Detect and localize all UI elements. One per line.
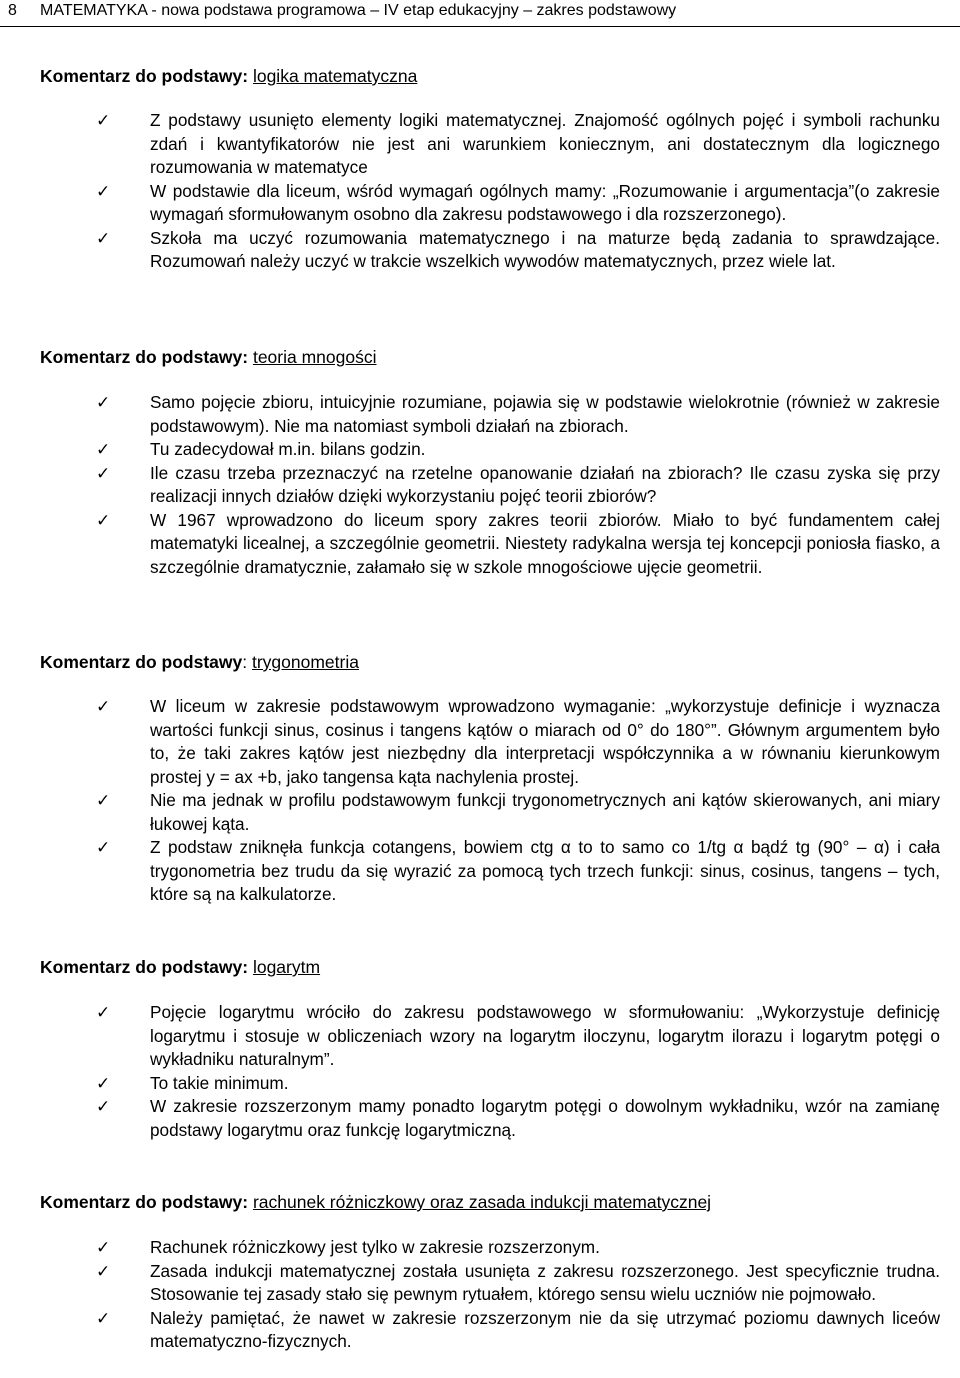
list-item [40,391,940,438]
list-item-text: W 1967 wprowadzono do liceum spory zakres teorii zbiorów. Miało to być fundamentem całej matematyki licealnej, a szczególnie geometrii. Niestety radykalna wersja tej koncepcji poniosła fiasko, a szczególnie dramatycznie, załamało się w szkole mnogościowe ujęcie geometrii. [150,509,940,577]
list-item [40,438,940,462]
list-item [40,227,940,274]
heading-label: Komentarz do podstawy [40,652,243,672]
checkmark-icon: ✓ [96,1261,111,1281]
list-item [40,1236,940,1260]
checkmark-icon: ✓ [96,393,111,412]
list-item-text: Szkoła ma uczyć rozumowania matematycznego i na maturze będą zadania to sprawdzające. Rozumowań należy uczyć w trakcie wszelkich wywodów matematycznych, przez wiele lat. [150,227,940,271]
list-item [40,509,940,580]
list-item-text: Pojęcie logarytmu wróciło do zakresu podstawowego w sformułowaniu: „Wykorzystuje definicję logarytmu i stosuje w obliczeniach wzory na logarytm iloczynu, logarytm ilorazu i logarytm potęgi o wykładniku naturalnym”. [150,1002,940,1069]
list-item [40,109,940,180]
header-rule [0,26,960,27]
bullet-list [40,1001,940,1142]
bullet-list [40,1236,940,1354]
list-item-text: Nie ma jednak w profilu podstawowym funkcji trygonometrycznych ani kątów skierowanych, ani miary łukowej kąta. [150,790,940,834]
list-item [40,1307,940,1354]
section-logarytm [40,955,940,1142]
checkmark-icon: ✓ [96,181,111,201]
checkmark-icon: ✓ [96,838,111,857]
list-item-text: W zakresie rozszerzonym mamy ponadto logarytm potęgi o dowolnym wykładniku, wzór na zamianę podstawy logarytmu oraz funkcję logarytmiczną. [150,1096,940,1140]
page-number: 8 [8,2,17,19]
checkmark-icon: ✓ [96,510,111,530]
header-title: MATEMATYKA - nowa podstawa programowa – IV etap edukacyjny – zakres podstawowy [40,2,677,19]
list-item-text: Tu zadecydował m.in. bilans godzin. [150,439,426,459]
list-item [40,1072,940,1096]
checkmark-icon: ✓ [96,228,111,248]
heading-label: Komentarz do podstawy: [40,347,249,367]
list-item-text: W podstawie dla liceum, wśród wymagań ogólnych mamy: „Rozumowanie i argumentacja”(o zakresie wymagań sformułowanym osobno dla zakresu podstawowego i dla rozszerzonego). [150,180,940,224]
list-item [40,462,940,509]
section-trygonometria [40,650,940,907]
checkmark-icon: ✓ [96,1097,111,1116]
list-item-text: Samo pojęcie zbioru, intuicyjnie rozumiane, pojawia się w podstawie wielokrotnie (również w zakresie podstawowym). Nie ma natomiast symboli działań na zbiorach. [150,392,940,436]
list-item-text: Z podstaw zniknęła funkcja cotangens, bowiem ctg α to to samo co 1/tg α bądź tg (90° – α) i cała trygonometria bez trudu da się wyrazić za pomocą tych trzech funkcji: sinus, cosinus, tangens – tych, które są na kalkulatorze. [150,837,940,904]
list-item-text: Zasada indukcji matematycznej została usunięta z zakresu rozszerzonego. Jest specyficznie trudna. Stosowanie tej zasady stało się pewnym rytuałem, którego sensu wielu uczniów nie pojmowało. [150,1260,940,1304]
list-item [40,1260,940,1307]
bullet-list [40,391,940,579]
list-item-text: Z podstawy usunięto elementy logiki matematycznej. Znajomość ogólnych pojęć i symboli rachunku zdań i kwantyfikatorów nie jest ani warunkiem koniecznym, ani dostatecznym dla logicznego rozumowania w matematyce [150,110,940,177]
list-item [40,1095,940,1142]
checkmark-icon: ✓ [96,463,111,483]
bullet-list [40,695,940,907]
checkmark-icon: ✓ [96,791,111,810]
checkmark-icon: ✓ [96,1308,111,1328]
checkmark-icon: ✓ [96,697,111,716]
heading-topic: trygonometria [251,652,359,672]
checkmark-icon: ✓ [96,1073,111,1093]
list-item-text: Rachunek różniczkowy jest tylko w zakresie rozszerzonym. [150,1237,600,1257]
heading-label: Komentarz do podstawy: [40,1192,249,1212]
section-heading: Komentarz do podstawy: trygonometria [40,652,359,672]
heading-topic: teoria mnogości [252,347,377,367]
heading-topic: logarytm [252,957,321,977]
heading-topic: rachunek różniczkowy oraz zasada indukcji matematycznej [252,1192,712,1212]
list-item-text: W liceum w zakresie podstawowym wprowadzono wymaganie: „wykorzystuje definicje i wyznacza wartości funkcji sinus, cosinus i tangens kątów o miarach od 0° do 180°”. Głównym argumentem było to, że taki zakres kątów jest niezbędny dla interpretacji współczynnika a w równaniu kierunkowym prostej y = ax +b, jako tangensa kąta nachylenia prostej. [150,696,940,787]
list-item [40,836,940,907]
section-heading [40,345,940,369]
heading-label: Komentarz do podstawy: [40,957,249,977]
checkmark-icon: ✓ [96,440,111,459]
list-item [40,695,940,789]
section-heading [40,1190,940,1214]
list-item-text: Należy pamiętać, że nawet w zakresie rozszerzonym nie da się utrzymać poziomu dawnych liceów matematyczno-fizycznych. [150,1307,940,1351]
section-heading [40,64,940,88]
heading-label: Komentarz do podstawy: [40,66,249,86]
section-logika [40,64,940,274]
heading-topic: logika matematyczna [252,66,418,86]
section-teoria-mnogosci [40,345,940,579]
list-item [40,1001,940,1072]
checkmark-icon: ✓ [96,1003,111,1022]
list-item-text: Ile czasu trzeba przeznaczyć na rzetelne opanowanie działań na zbiorach? Ile czasu zyska się przy realizacji innych działów dzięki wykorzystaniu pojęć teorii zbiorów? [150,462,940,506]
checkmark-icon: ✓ [96,111,111,130]
list-item-text: To takie minimum. [150,1072,289,1093]
bullet-list [40,109,940,274]
list-item [40,789,940,836]
section-rachunek-rozniczkowy [40,1190,940,1354]
section-heading [40,955,940,979]
checkmark-icon: ✓ [96,1238,111,1257]
page-header [0,0,960,30]
list-item [40,180,940,227]
